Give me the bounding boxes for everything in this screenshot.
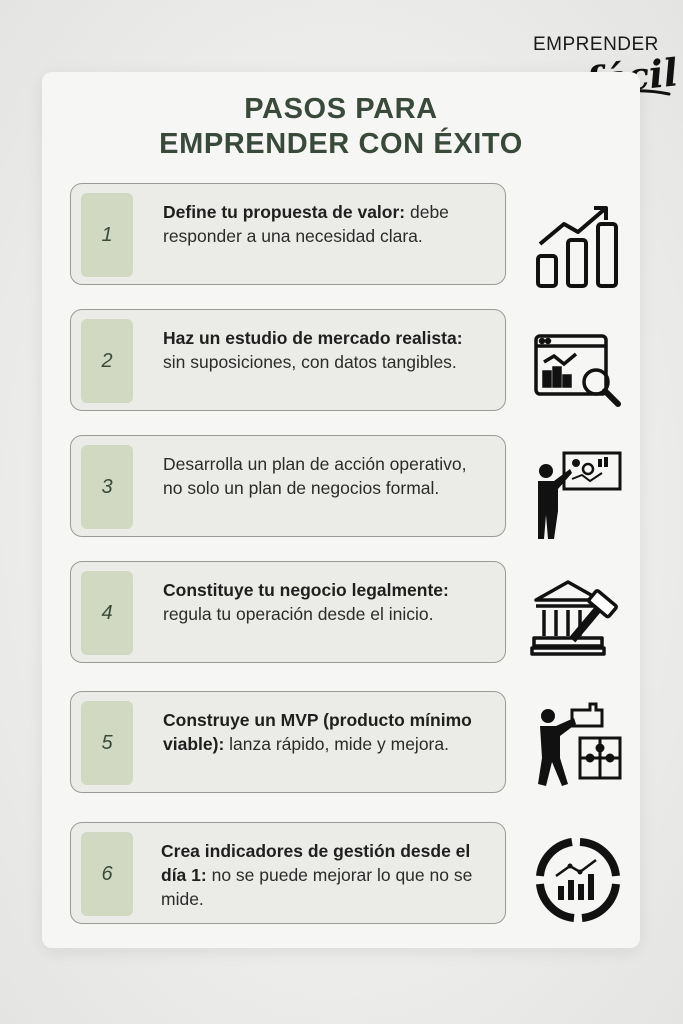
step-text (161, 839, 483, 911)
step-number: 1 (81, 193, 133, 277)
title-line-1: PASOS PARA (244, 93, 438, 125)
step-text-bold: Construye un MVP (producto mínimo viable): (163, 710, 472, 754)
step-text (163, 578, 485, 626)
step-2 (70, 309, 506, 411)
step-number: 2 (81, 319, 133, 403)
page-title (42, 92, 640, 162)
step-text (163, 708, 485, 756)
step-number: 6 (81, 832, 133, 916)
title-line-2: EMPRENDER CON ÉXITO (159, 128, 523, 160)
step-text-rest: debe responder a una necesidad clara. (163, 202, 449, 246)
step-text-bold: Haz un estudio de mercado realista: (163, 328, 463, 348)
person-puzzle-icon (530, 702, 626, 798)
step-text-bold: Crea indicadores de gestión desde el día 1: (161, 841, 471, 885)
growth-chart-icon (530, 200, 626, 296)
kpi-dashboard-icon (530, 832, 626, 928)
step-text-bold: Constituye tu negocio legalmente: (163, 580, 449, 600)
step-1 (70, 183, 506, 285)
market-analysis-icon (530, 326, 626, 422)
step-5 (70, 691, 506, 793)
step-4 (70, 561, 506, 663)
step-3 (70, 435, 506, 537)
step-text-rest: sin suposiciones, con datos tangibles. (163, 352, 457, 372)
step-text (163, 200, 485, 248)
step-text-rest: Desarrolla un plan de acción operativo, no solo un plan de negocios formal. (163, 454, 467, 498)
step-6 (70, 822, 506, 924)
step-number: 4 (81, 571, 133, 655)
courthouse-gavel-icon (530, 570, 626, 666)
step-text (163, 452, 485, 500)
step-text-rest: lanza rápido, mide y mejora. (224, 734, 449, 754)
steps-card (42, 72, 640, 948)
step-number: 5 (81, 701, 133, 785)
step-text-bold: Define tu propuesta de valor: (163, 202, 406, 222)
step-text (163, 326, 485, 374)
brand-logo-top: EMPRENDER (533, 34, 659, 55)
step-text-rest: no se puede mejorar lo que no se mide. (161, 865, 473, 909)
presenter-board-icon (530, 447, 626, 543)
step-text-rest: regula tu operación desde el inicio. (163, 604, 434, 624)
step-number: 3 (81, 445, 133, 529)
